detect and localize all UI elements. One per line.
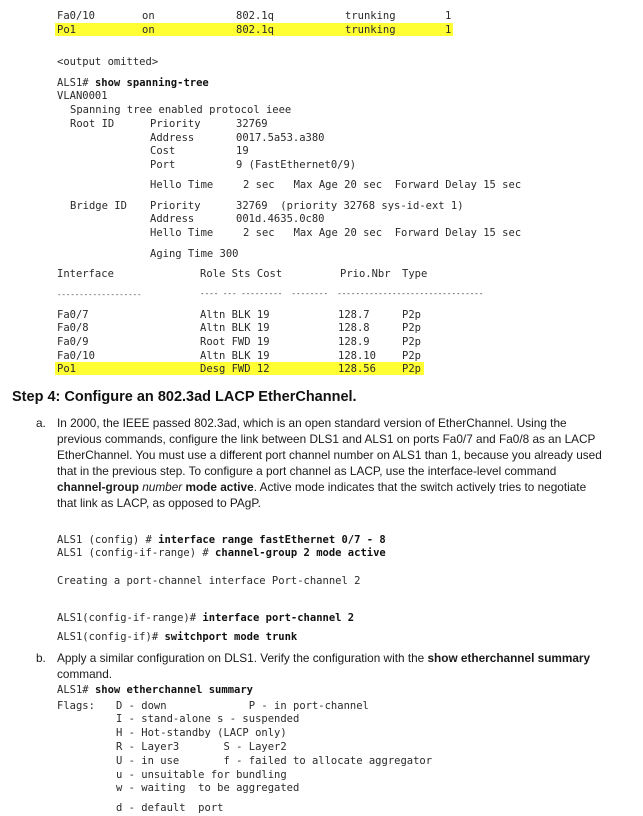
text-line (57, 479, 637, 495)
port-mode: trunking (345, 10, 396, 22)
row-role: Altn BLK 19 (200, 309, 270, 321)
separator-columns: ---- --- --------- -------- -------------------------------- (200, 289, 484, 298)
config-line-5 (57, 631, 297, 643)
flag-line: U - in use f - failed to allocate aggregator (116, 755, 433, 767)
step-heading: Step 4: Configure an 802.3ad LACP EtherChannel. (12, 389, 357, 405)
prompt: ALS1(config-if)# (57, 631, 159, 643)
config-line-1 (57, 534, 386, 546)
row-role: Altn BLK 19 (200, 350, 270, 362)
aging-time: Aging Time 300 (150, 248, 239, 260)
port-name: Fa0/10 (57, 10, 95, 22)
flag-line: D - down P - in port-channel (116, 700, 369, 712)
bridge-address: 001d.4635.0c80 (236, 213, 325, 225)
summary-command-line (57, 684, 253, 696)
port-status: on (142, 10, 155, 22)
row-interface: Fa0/8 (57, 322, 89, 334)
row-interface: Fa0/10 (57, 350, 95, 362)
port-mode: trunking (345, 24, 396, 36)
root-cost-label: Cost (150, 145, 176, 157)
bridge-hello-label: Hello Time (150, 227, 214, 239)
command-term: mode active (185, 480, 254, 494)
bridge-priority: 32769 (priority 32768 sys-id-ext 1) (236, 200, 464, 212)
row-prio: 128.8 (338, 322, 370, 334)
separator-interface: ------------------- (57, 290, 142, 299)
command-term: channel-group (57, 480, 139, 494)
prompt: ALS1(config-if-range)# (57, 612, 197, 624)
row-prio: 128.10 (338, 350, 376, 362)
prompt: ALS1# (57, 684, 89, 696)
command: switchport mode trunk (164, 631, 298, 643)
col-interface-header: Interface (57, 268, 114, 280)
text-line: EtherChannel. You must use a different port channel number on ALS1 than 1, because you already used (57, 448, 602, 462)
list-marker-a: a. (36, 416, 46, 430)
text-fragment: . Active mode indicates that the switch actively tries to negotiate (253, 480, 587, 494)
col-role-header: Role Sts Cost (200, 268, 283, 280)
row-type: P2p (402, 336, 421, 348)
output-omitted: <output omitted> (57, 56, 159, 68)
command-term: show etherchannel summary (427, 651, 591, 665)
row-interface: Fa0/9 (57, 336, 89, 348)
col-prio-header: Prio.Nbr (340, 268, 391, 280)
vlan-id: VLAN0001 (57, 90, 108, 102)
flag-line: R - Layer3 S - Layer2 (116, 741, 287, 753)
port-encap: 802.1q (236, 24, 274, 36)
text-fragment: Apply a similar configuration on DLS1. Verify the configuration with the (57, 651, 425, 665)
row-type: P2p (402, 309, 421, 321)
bridge-hello: 2 sec Max Age 20 sec Forward Delay 15 sec (243, 227, 522, 239)
row-role: Desg FWD 12 (200, 363, 270, 375)
root-hello: 2 sec Max Age 20 sec Forward Delay 15 sec (243, 179, 522, 191)
command: show spanning-tree (94, 77, 209, 89)
port-status: on (142, 24, 155, 36)
list-marker-b: b. (36, 651, 46, 665)
prompt: ALS1 (config-if-range) # (57, 547, 209, 559)
port-name: Po1 (57, 24, 76, 36)
col-type-header: Type (402, 268, 428, 280)
port-vlan: 1 (445, 24, 452, 36)
row-interface: Po1 (57, 363, 76, 375)
row-type: P2p (402, 322, 421, 334)
root-priority: 32769 (236, 118, 268, 130)
stp-command-line (57, 77, 209, 89)
root-port: 9 (FastEthernet0/9) (236, 159, 357, 171)
root-id-label: Root ID (70, 118, 115, 130)
bridge-priority-label: Priority (150, 200, 201, 212)
row-prio: 128.7 (338, 309, 370, 321)
root-address: 0017.5a53.a380 (236, 132, 325, 144)
command: interface port-channel 2 (202, 612, 355, 624)
command: channel-group 2 mode active (215, 547, 386, 559)
row-role: Altn BLK 19 (200, 322, 270, 334)
command: show etherchannel summary (94, 684, 253, 696)
flag-line: d - default port (116, 802, 224, 814)
prompt: ALS1 (config) # (57, 534, 152, 546)
command: interface range fastEthernet 0/7 - 8 (158, 534, 386, 546)
config-output: Creating a port-channel interface Port-channel 2 (57, 575, 361, 587)
port-vlan: 1 (445, 10, 452, 22)
text-line: that link as LACP, as opposed to PAgP. (57, 496, 261, 510)
row-type: P2p (402, 350, 421, 362)
flag-line: u - unsuitable for bundling (116, 769, 287, 781)
root-port-label: Port (150, 159, 176, 171)
root-cost: 19 (236, 145, 249, 157)
root-priority-label: Priority (150, 118, 201, 130)
prompt: ALS1# (57, 77, 89, 89)
port-encap: 802.1q (236, 10, 274, 22)
paragraph-a (57, 415, 637, 511)
text-line (57, 650, 637, 666)
flag-line: I - stand-alone s - suspended (116, 713, 300, 725)
flag-line: H - Hot-standby (LACP only) (116, 727, 287, 739)
config-line-4 (57, 612, 354, 624)
bridge-id-label: Bridge ID (70, 200, 127, 212)
flag-line: w - waiting to be aggregated (116, 782, 300, 794)
row-type: P2p (402, 363, 421, 375)
text-line: previous commands, configure the link between DLS1 and ALS1 on ports Fa0/7 and Fa0/8 as an LACP (57, 432, 596, 446)
bridge-address-label: Address (150, 213, 195, 225)
row-prio: 128.9 (338, 336, 370, 348)
config-line-2 (57, 547, 386, 559)
italic-term: number (142, 480, 183, 494)
text-line: In 2000, the IEEE passed 802.3ad, which is an open standard version of EtherChannel. Using the (57, 416, 567, 430)
root-address-label: Address (150, 132, 195, 144)
root-hello-label: Hello Time (150, 179, 214, 191)
row-interface: Fa0/7 (57, 309, 89, 321)
stp-protocol: Spanning tree enabled protocol ieee (70, 104, 292, 116)
paragraph-b (57, 650, 637, 682)
row-role: Root FWD 19 (200, 336, 270, 348)
text-line: that in the previous step. To configure a port channel as LACP, use the interface-level command (57, 464, 557, 478)
text-line: command. (57, 667, 113, 681)
row-prio: 128.56 (338, 363, 376, 375)
flags-label: Flags: (57, 700, 95, 712)
